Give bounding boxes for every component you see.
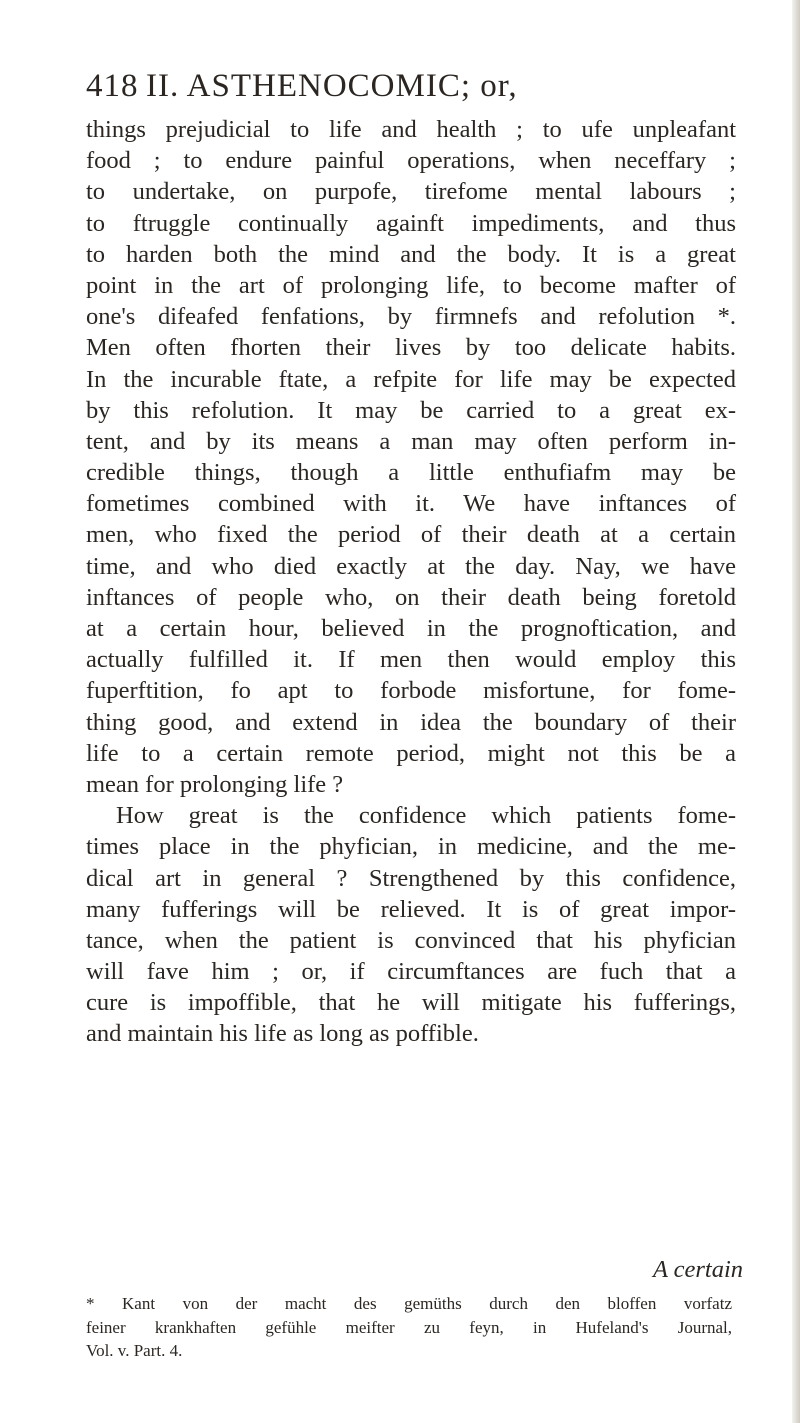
text-line: mean for prolonging life ? <box>86 770 344 798</box>
text-line: to undertake, on purpofe, tirefome mental labours ; <box>86 178 736 206</box>
text-line: to ftruggle continually againft impediments, and thus <box>86 209 736 237</box>
text-line: In the incurable ftate, a refpite for life may be expected <box>86 365 736 393</box>
text-line: time, and who died exactly at the day. Nay, we have <box>86 552 736 580</box>
text-line: fometimes combined with it. We have inftances of <box>86 490 736 518</box>
body-text <box>86 114 736 1050</box>
page-number: 418 <box>86 68 139 104</box>
footnote-line: * Kant von der macht des gemüths durch den bloffen vorfatz <box>86 1294 732 1313</box>
text-line: dical art in general ? Strengthened by this confidence, <box>86 864 736 892</box>
footnote-line: Vol. v. Part. 4. <box>86 1341 183 1360</box>
text-line: one's difeafed fenfations, by firmnefs and refolution *. <box>86 303 736 331</box>
text-line: times place in the phyfician, in medicine, and the me- <box>86 833 736 861</box>
text-line: men, who fixed the period of their death at a certain <box>86 521 736 549</box>
text-line: How great is the confidence which patients fome- <box>116 802 736 830</box>
running-title: II. ASTHENOCOMIC; or, <box>146 68 518 104</box>
text-line: and maintain his life as long as poffible. <box>86 1020 479 1048</box>
text-line: actually fulfilled it. If men then would employ this <box>86 646 736 674</box>
text-line: many fufferings will be relieved. It is of great impor- <box>86 895 736 923</box>
text-line: to harden both the mind and the body. It is a great <box>86 240 736 268</box>
text-line: inftances of people who, on their death being foretold <box>86 583 736 611</box>
text-line: cure is impoffible, that he will mitigate his fufferings, <box>86 989 736 1017</box>
running-header <box>86 68 726 108</box>
text-line: Men often fhorten their lives by too delicate habits. <box>86 334 736 362</box>
text-line: tent, and by its means a man may often perform in- <box>86 427 736 455</box>
text-line: fuperftition, fo apt to forbode misfortune, for fome- <box>86 677 736 705</box>
text-line: things prejudicial to life and health ; to ufe unpleafant <box>86 116 736 143</box>
footnote <box>86 1292 732 1363</box>
catchword: A certain <box>652 1256 743 1283</box>
text-line: food ; to endure painful operations, when neceffary ; <box>86 147 736 175</box>
page-edge-shadow <box>792 0 800 1423</box>
footnote-line: feiner krankhaften gefühle meifter zu feyn, in Hufeland's Journal, <box>86 1317 732 1337</box>
text-line: credible things, though a little enthufiafm may be <box>86 459 736 487</box>
text-line: thing good, and extend in idea the boundary of their <box>86 708 736 736</box>
text-line: tance, when the patient is convinced that his phyfician <box>86 926 736 954</box>
text-line: at a certain hour, believed in the prognoftication, and <box>86 615 736 642</box>
text-line: will fave him ; or, if circumftances are fuch that a <box>86 958 736 986</box>
text-line: by this refolution. It may be carried to a great ex- <box>86 396 736 424</box>
text-line: point in the art of prolonging life, to become mafter of <box>86 271 736 299</box>
text-line: life to a certain remote period, might not this be a <box>86 739 736 767</box>
